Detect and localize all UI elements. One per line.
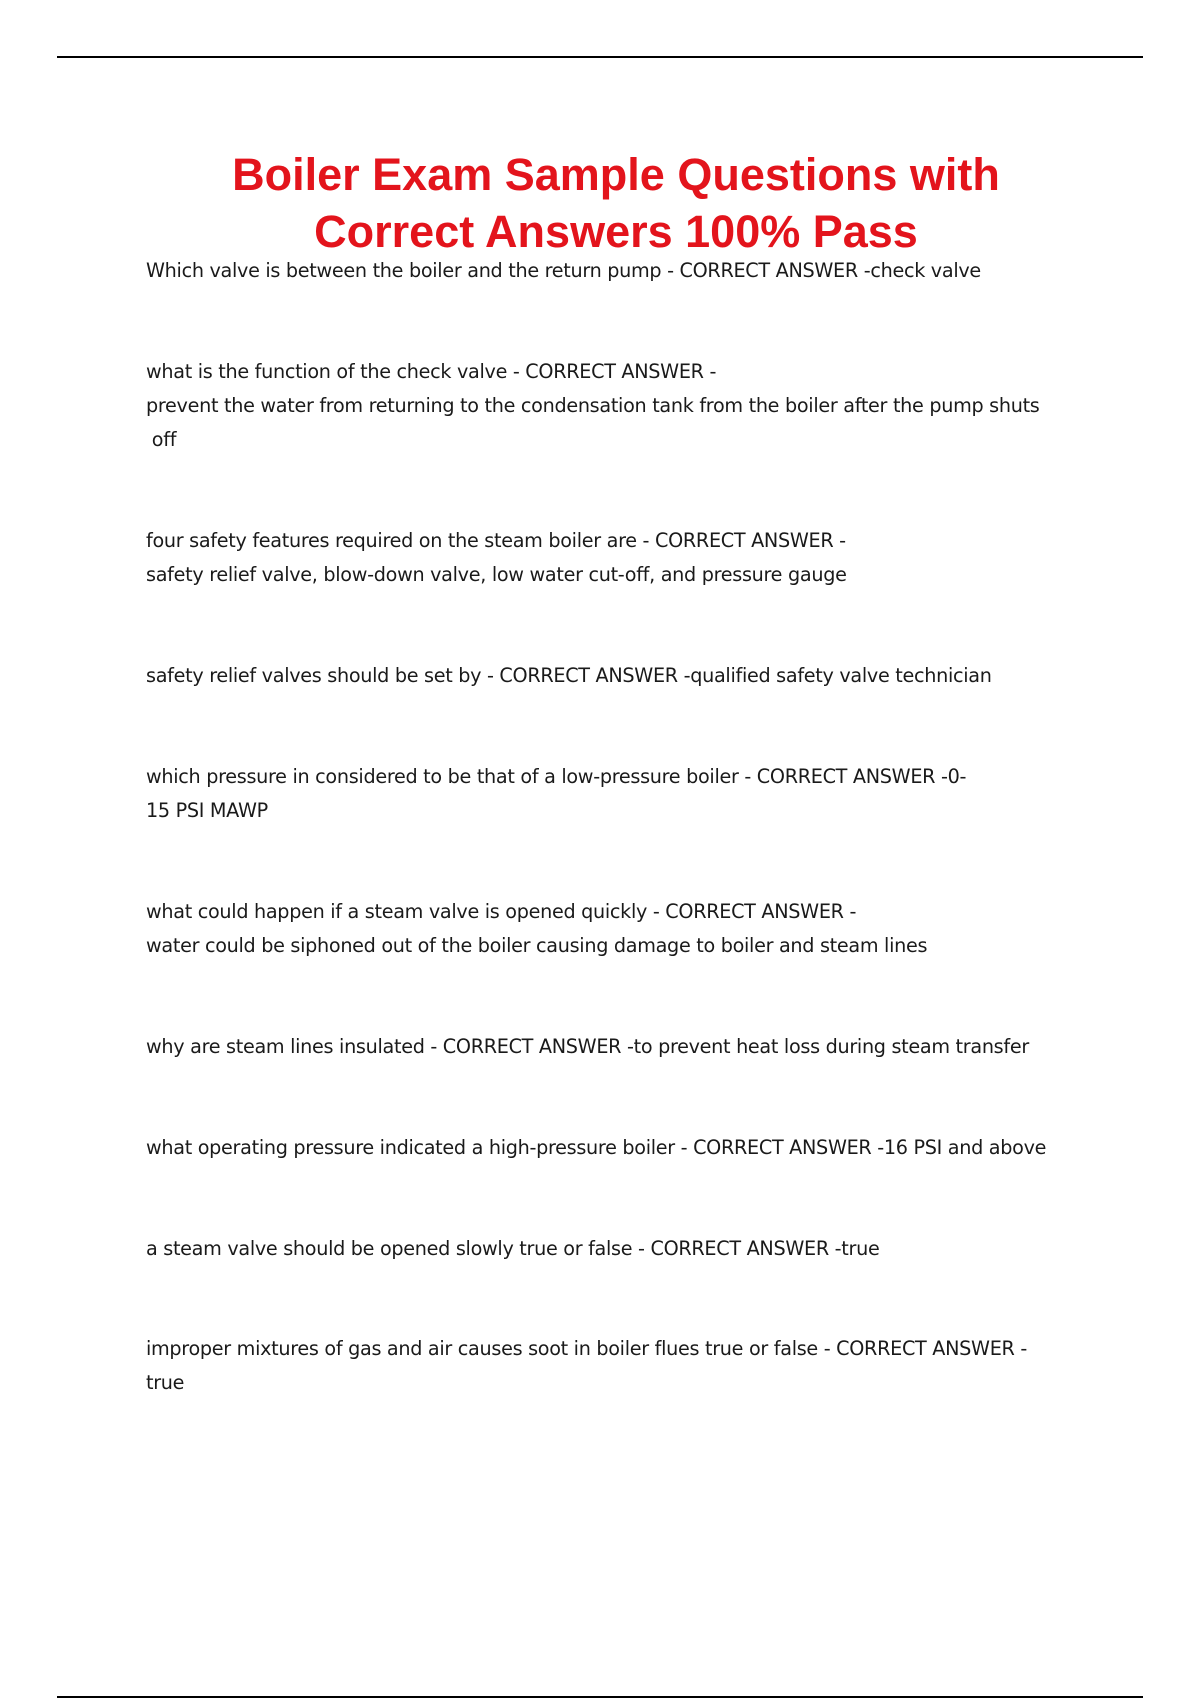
qa-item-5 (146, 760, 1106, 828)
qa-item-10 (146, 1332, 1106, 1400)
qa-line: what could happen if a steam valve is opened quickly - CORRECT ANSWER - (146, 900, 857, 923)
qa-line: water could be siphoned out of the boiler causing damage to boiler and steam lines (146, 934, 928, 957)
qa-line: why are steam lines insulated - CORRECT ANSWER -to prevent heat loss during steam transfer (146, 1035, 1029, 1058)
top-rule (57, 56, 1143, 58)
bottom-rule (57, 1696, 1143, 1698)
qa-item-4 (146, 659, 1106, 693)
qa-line: safety relief valve, blow-down valve, low water cut-off, and pressure gauge (146, 563, 847, 586)
qa-item-8 (146, 1131, 1106, 1165)
qa-item-2 (146, 355, 1106, 457)
qa-line: a steam valve should be opened slowly true or false - CORRECT ANSWER -true (146, 1237, 880, 1260)
qa-line: what operating pressure indicated a high-pressure boiler - CORRECT ANSWER -16 PSI and above (146, 1136, 1047, 1159)
qa-line: safety relief valves should be set by - CORRECT ANSWER -qualified safety valve technician (146, 664, 992, 687)
qa-line: true (146, 1371, 185, 1394)
qa-line: improper mixtures of gas and air causes soot in boiler flues true or false - CORRECT ANSWER - (146, 1337, 1027, 1360)
qa-line: 15 PSI MAWP (146, 799, 268, 822)
title-line-2: Correct Answers 100% Pass (314, 206, 918, 257)
qa-line: Which valve is between the boiler and the return pump - CORRECT ANSWER -check valve (146, 259, 981, 282)
title-line-1: Boiler Exam Sample Questions with (232, 149, 1000, 200)
qa-line: what is the function of the check valve - CORRECT ANSWER - (146, 360, 717, 383)
qa-item-9 (146, 1232, 1106, 1266)
qa-item-1 (146, 254, 1106, 288)
qa-item-3 (146, 524, 1106, 592)
qa-line: prevent the water from returning to the condensation tank from the boiler after the pump shuts (146, 394, 1040, 417)
qa-line: four safety features required on the steam boiler are - CORRECT ANSWER - (146, 529, 846, 552)
page-title (0, 146, 1200, 260)
qa-line: which pressure in considered to be that of a low-pressure boiler - CORRECT ANSWER -0- (146, 765, 967, 788)
qa-item-6 (146, 895, 1106, 963)
qa-item-7 (146, 1030, 1106, 1064)
qa-line: off (146, 428, 177, 451)
